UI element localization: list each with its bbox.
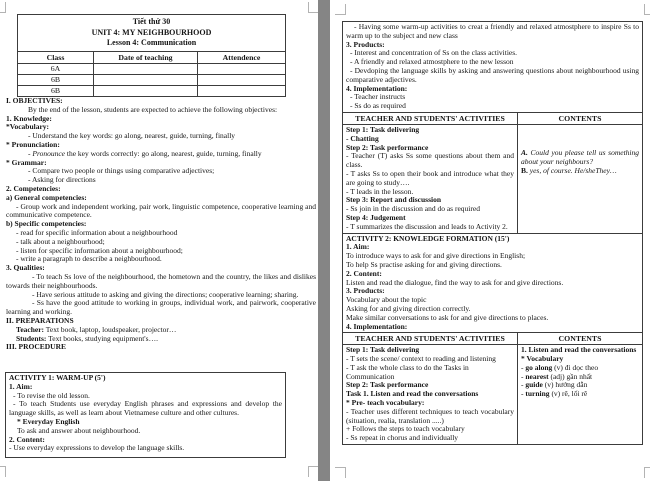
text-segment: Teacher:: [16, 324, 45, 334]
text-segment: - Group work and independent working, pair work, linguistic competence, cooperative learning and communicative competence.: [6, 201, 316, 220]
text-line: [6, 299, 316, 317]
activity1-continued-box: [342, 21, 643, 113]
text-segment: - Chatting: [346, 133, 379, 143]
text-line: [9, 374, 282, 383]
text-segment: Make similar conversations to ask for and give directions to places.: [346, 312, 549, 322]
text-segment: 3. Products:: [346, 286, 385, 296]
text-segment: - Ss join in the discussion and do as required: [346, 204, 480, 214]
table-cell: 6B: [18, 85, 94, 96]
table-cell: [198, 74, 286, 85]
activity2-table-header: [342, 332, 643, 345]
activity2-section: [342, 233, 643, 334]
text-boundary-mark: [0, 466, 6, 477]
text-line: [346, 323, 639, 332]
text-segment: - write a paragraph to describe a neighbourhood.: [16, 254, 162, 264]
text-segment: - Ss do as required: [350, 101, 406, 111]
text-segment: 4. Implementation:: [346, 321, 408, 331]
table-cell: 6B: [18, 74, 94, 85]
table-cell: [198, 63, 286, 74]
text-segment: 1. Listen and read the conversations: [521, 345, 637, 355]
text-segment: - To teach Students use everyday English phrases and expressions and develop the language skills, as well as learn about Vietnamese culture and other cultures.: [9, 399, 282, 418]
text-segment: - Teacher instructs: [350, 92, 406, 102]
text-boundary-mark: [308, 2, 318, 13]
text-segment: A.: [521, 147, 531, 157]
text-segment: 2. Content:: [9, 434, 45, 444]
text-segment: - Having some warm-up activities to creat a friendly and relaxed atmostphere to inspire Ss to warm up to the subject and new class: [346, 22, 639, 40]
text-segment: -: [28, 148, 33, 158]
text-segment: (v) hướng dẫn: [542, 380, 588, 390]
lesson-title-line: Lesson 4: Communication: [106, 38, 197, 48]
text-segment: a) General competencies:: [6, 192, 87, 202]
text-segment: + Follows the steps to teach vocabulary: [346, 424, 465, 434]
table-cell: 6A: [18, 63, 94, 74]
text-boundary-mark: [0, 2, 6, 13]
lesson-header-table: [17, 14, 286, 97]
text-segment: - Ss repeat in chorus and individually: [346, 433, 459, 443]
text-line: [521, 390, 639, 399]
table-row: [18, 85, 286, 96]
text-segment: Text book, laptop, loudspeaker, projector…: [44, 324, 177, 334]
text-segment: Step 1: Task delivering: [346, 345, 420, 355]
text-line: [9, 444, 282, 453]
text-line: [346, 434, 514, 443]
text-line: [346, 364, 514, 382]
text-segment: * Vocabulary: [521, 354, 564, 364]
text-segment: * Everyday English: [17, 416, 80, 426]
text-segment: Asking for and giving direction correctly.: [346, 303, 471, 313]
text-segment: - talk about a neighbourhood;: [16, 236, 105, 246]
text-segment: 2. Content:: [346, 268, 382, 278]
text-segment: - Devdoping the language skills by asking and answering questions about neighbourhood using comparative adjectives.: [346, 65, 639, 84]
text-segment: ACTIVITY 1: WARM-UP (5'): [9, 373, 106, 382]
text-segment: 3. Products:: [346, 39, 385, 49]
text-segment: - T leads in the lesson.: [346, 186, 414, 196]
text-segment: - A friendly and relaxed atmostphere to the new lesson: [350, 57, 514, 67]
text-segment: - To teach Ss love of the neighbourhood, the hometown and the country, the likes and dislikes towards their neighbourhoods.: [6, 271, 316, 290]
text-line: [346, 152, 514, 170]
text-segment: -: [521, 389, 526, 399]
text-line: [346, 223, 514, 232]
text-segment: - T sets the scene/ context to reading and listening: [346, 354, 496, 364]
text-segment: -: [521, 362, 526, 372]
text-segment: - T ask the whole class to do the Tasks in Communication: [346, 362, 469, 381]
table-column-header: Date of teaching: [94, 51, 198, 63]
activity1-box: [5, 372, 286, 458]
text-segment: Task 1. Listen and read the conversations: [346, 389, 479, 399]
text-segment: ACTIVITY 2: KNOWLEDGE FORMATION (15'): [346, 233, 510, 243]
text-segment: Could you please tell us something about your neighbours?: [521, 147, 639, 166]
text-line: [346, 67, 639, 85]
text-boundary-mark: [335, 4, 346, 15]
text-segment: - Teacher (T) asks Ss some questions about them and class.: [346, 151, 514, 170]
text-segment: the key words correctly: go along, nearest, guide, turning, finally: [65, 148, 262, 158]
text-boundary-mark: [308, 466, 318, 477]
lesson-title-line: Tiết thứ 30: [132, 17, 171, 26]
text-segment: B.: [521, 165, 530, 175]
activity1-table-header: [342, 112, 643, 125]
text-line: [521, 149, 639, 167]
text-segment: - Understand the key words: go along, nearest, guide, turning, finally: [28, 131, 236, 141]
text-line: [6, 150, 316, 159]
text-line: [9, 400, 282, 418]
text-segment: To help Ss practise asking for and giving directions.: [346, 259, 502, 269]
text-line: [346, 261, 639, 270]
text-segment: - listen for specific information about a neighbourhood;: [16, 245, 183, 255]
text-segment: - Ss have the good attitude to working in groups, individual work, and pairwork, cooperative learning and working.: [6, 298, 316, 317]
activity1-table-body: [342, 124, 643, 234]
text-segment: Step 3: Report and discussion: [346, 195, 442, 205]
activities-cell: [343, 125, 518, 233]
text-segment: -: [521, 371, 526, 381]
activities-cell: [343, 345, 518, 444]
text-segment: - Use everyday expressions to develop the language skills.: [9, 443, 185, 453]
column-header-activities: TEACHER AND STUDENTS' ACTIVITIES: [343, 113, 518, 124]
text-segment: Pronounce: [32, 148, 66, 158]
text-segment: Vocabulary about the topic: [346, 295, 427, 305]
text-segment: - To revise the old lesson.: [13, 390, 90, 400]
text-line: [346, 23, 639, 41]
text-segment: (v) rẽ, lối rẽ: [549, 389, 588, 399]
text-segment: turning: [525, 389, 550, 399]
text-segment: * Pronunciation:: [6, 139, 60, 149]
text-segment: To introduce ways to ask for and give directions in English;: [346, 251, 526, 261]
column-header-contents: CONTENTS: [558, 113, 602, 123]
column-header-activities: TEACHER AND STUDENTS' ACTIVITIES: [343, 333, 518, 344]
text-line: [6, 343, 316, 352]
text-segment: (v) đi dọc theo: [552, 362, 599, 372]
text-segment: 1. Aim:: [346, 242, 370, 252]
text-segment: - T summarizes the discussion and leads to Activity 2.: [346, 221, 508, 231]
table-cell: [198, 85, 286, 96]
text-line: [346, 408, 514, 426]
text-line: [6, 273, 316, 291]
text-boundary-mark: [644, 4, 650, 15]
text-segment: -: [521, 380, 526, 390]
text-segment: I. OBJECTIVES:: [6, 96, 63, 105]
text-segment: - Interest and concentration of Ss on the class activities.: [350, 48, 518, 58]
text-segment: 1. Knowledge:: [6, 113, 52, 123]
text-boundary-mark: [335, 467, 346, 478]
text-segment: yes, of course. He/sheThey…: [529, 165, 617, 175]
table-column-header: Class: [18, 51, 94, 63]
page-left: [0, 0, 318, 481]
text-line: [521, 167, 639, 176]
text-segment: b) Specific competencies:: [6, 219, 87, 229]
text-segment: 2. Competencies:: [6, 183, 61, 193]
table-cell: [94, 85, 198, 96]
text-segment: Step 2: Task performance: [346, 380, 429, 390]
text-line: [6, 255, 316, 264]
text-segment: III. PROCEDURE: [6, 342, 67, 352]
text-line: [9, 427, 282, 436]
procedure-continuation: [342, 22, 643, 445]
lesson-title-line: UNIT 4: MY NEIGHBOURHOOD: [91, 27, 212, 37]
table-cell: [94, 63, 198, 74]
text-segment: * Grammar:: [6, 157, 47, 167]
table-row: [18, 63, 286, 74]
table-row: [18, 74, 286, 85]
text-line: [6, 115, 316, 124]
contents-cell: [518, 125, 642, 233]
text-boundary-mark: [644, 467, 650, 478]
page-right: [330, 0, 650, 481]
text-line: [346, 235, 639, 244]
activity2-table-body: [342, 344, 643, 445]
text-line: [6, 106, 316, 115]
text-segment: Step 1: Task delivering: [346, 124, 420, 134]
text-segment: Step 2: Task performance: [346, 142, 429, 152]
text-segment: guide: [525, 380, 543, 390]
text-segment: - read for specific information about a neighbourhood: [16, 227, 178, 237]
text-line: [346, 279, 639, 288]
text-segment: Listen and read the dialogue, find the way to ask for and give directions.: [346, 277, 564, 287]
text-segment: * Pre- teach vocabulary:: [346, 398, 425, 408]
text-segment: *Vocabulary:: [6, 122, 50, 132]
table-cell: [94, 74, 198, 85]
text-segment: Step 4: Judgement: [346, 212, 406, 222]
text-segment: - T asks Ss to open their book and introduce what they are going to study….: [346, 168, 514, 187]
text-segment: go along: [525, 362, 553, 372]
text-segment: (adj) gần nhất: [548, 371, 593, 381]
text-segment: nearest: [525, 371, 549, 381]
lesson-title-cell: [18, 15, 286, 52]
text-segment: II. PREPARATIONS: [6, 315, 74, 325]
text-segment: Text books, studying equipment's….: [46, 333, 158, 343]
text-line: [346, 170, 514, 188]
text-segment: Students:: [16, 333, 47, 343]
contents-cell: [518, 345, 642, 444]
text-segment: - Have serious attitude to asking and giving the directions; cooperative learning; sharing.: [32, 289, 299, 299]
text-segment: To ask and answer about neighbourhood.: [17, 425, 141, 435]
text-segment: - Teacher uses different techniques to teach vocabulary (situation, realia, translation .....): [346, 406, 514, 425]
text-segment: 3. Qualities:: [6, 263, 45, 273]
text-segment: 4. Implementation:: [346, 83, 408, 93]
text-segment: - Compare two people or things using comparative adjectives;: [28, 166, 215, 176]
text-segment: - Asking for directions: [28, 175, 96, 185]
text-line: [346, 102, 639, 111]
column-header-contents: CONTENTS: [558, 334, 602, 344]
text-segment: 1. Aim:: [9, 381, 33, 391]
text-segment: By the end of the lesson, students are expected to achieve the following objectives:: [28, 104, 278, 114]
table-column-header: Attendence: [198, 51, 286, 63]
objectives-section: [6, 97, 316, 352]
text-line: [6, 203, 316, 221]
